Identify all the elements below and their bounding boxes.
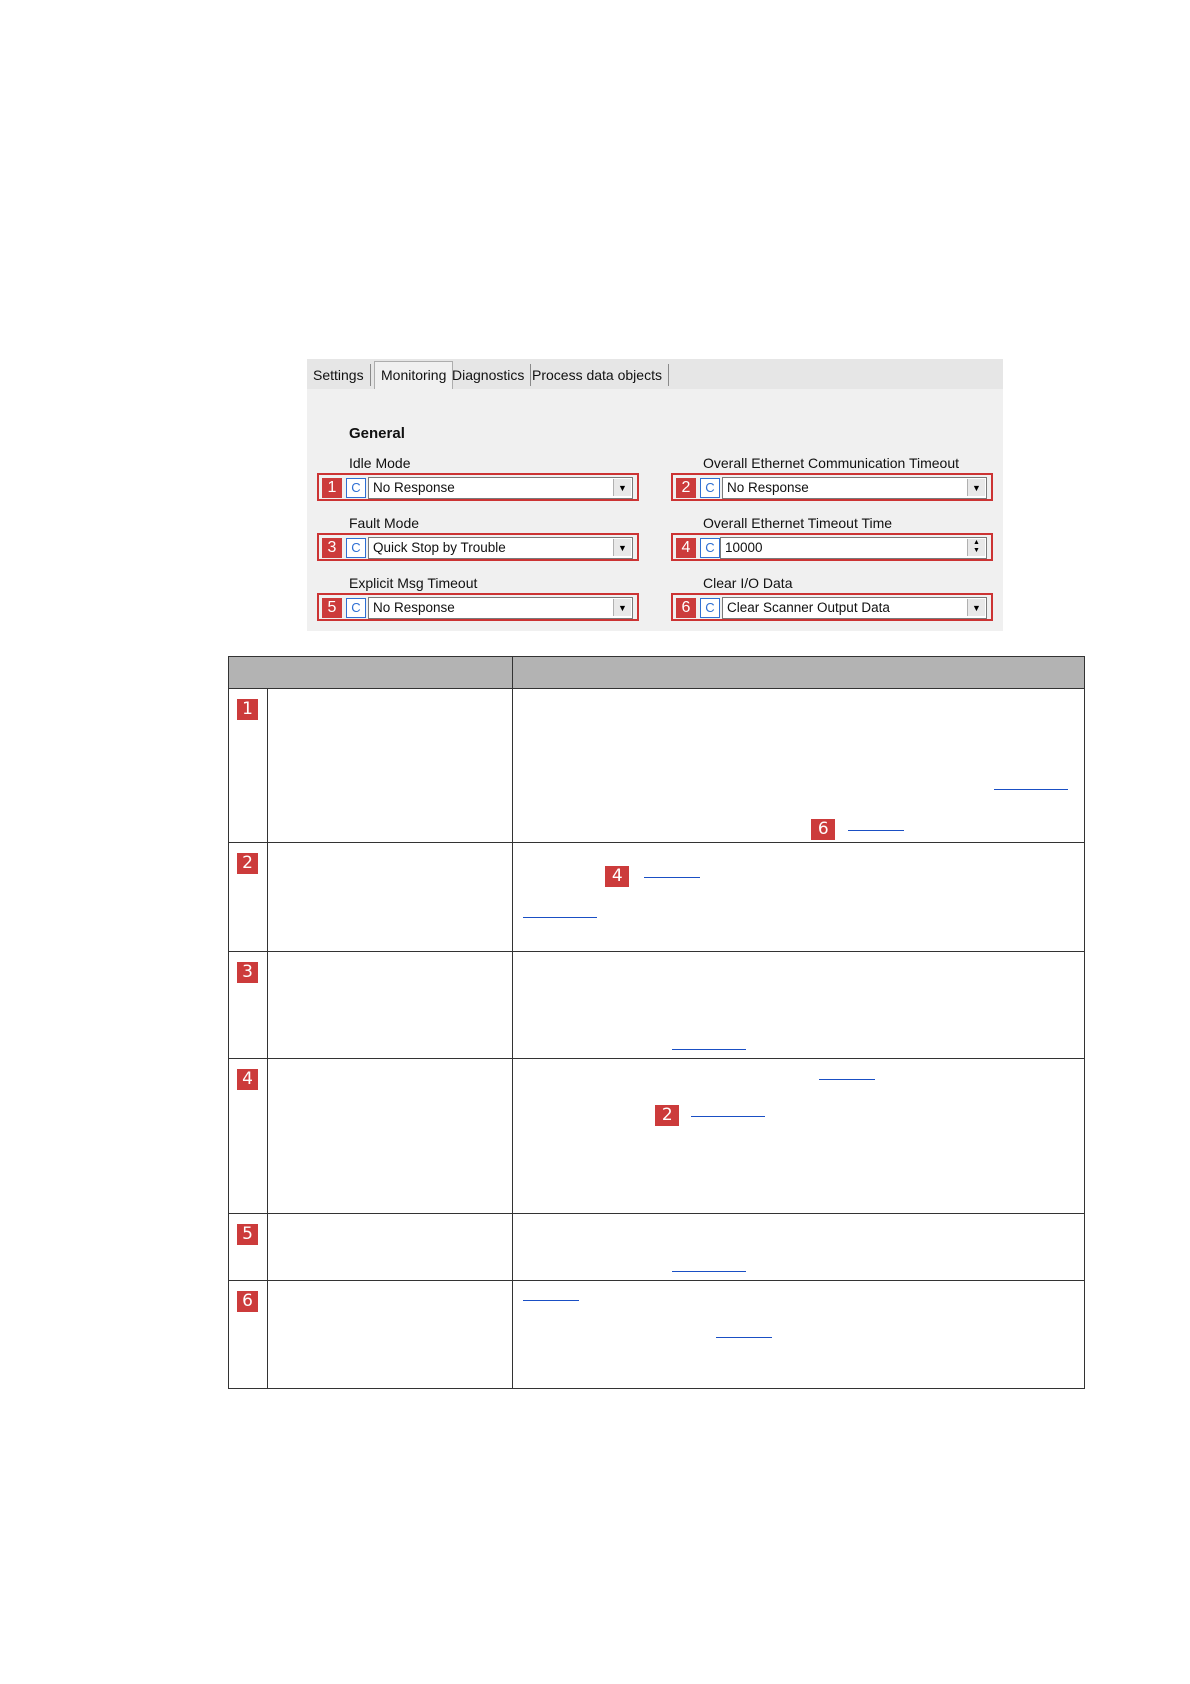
idle-mode-select[interactable] bbox=[368, 477, 633, 499]
tab-settings[interactable]: Settings bbox=[307, 364, 371, 386]
description-cell bbox=[513, 952, 1085, 1059]
idle-mode-label: Idle Mode bbox=[349, 455, 411, 471]
timeout-time-input[interactable] bbox=[720, 537, 987, 559]
overall-comm-timeout-select[interactable] bbox=[722, 477, 987, 499]
row-number-cell bbox=[229, 1214, 268, 1281]
row-number-cell bbox=[229, 843, 268, 952]
row-number-cell bbox=[229, 1059, 268, 1214]
table-header-row bbox=[229, 657, 1085, 689]
fault-mode-label: Fault Mode bbox=[349, 515, 420, 531]
parameter-cell bbox=[268, 1214, 513, 1281]
inline-marker-2: 2 bbox=[655, 1105, 679, 1126]
marker-2: 2 bbox=[676, 478, 696, 498]
row-marker-5: 5 bbox=[237, 1224, 258, 1245]
parameter-cell bbox=[268, 1281, 513, 1389]
cross-reference-link[interactable] bbox=[994, 789, 1068, 790]
row-number-cell bbox=[229, 689, 268, 843]
cross-reference-link[interactable] bbox=[672, 1271, 746, 1272]
row-number-cell bbox=[229, 952, 268, 1059]
parameter-cell bbox=[268, 952, 513, 1059]
table-header-cell bbox=[513, 657, 1085, 689]
c-button[interactable]: C bbox=[346, 598, 366, 618]
chevron-down-icon[interactable]: ▼ bbox=[967, 479, 985, 496]
cross-reference-link[interactable] bbox=[716, 1337, 772, 1338]
fault-mode-field bbox=[317, 533, 639, 561]
overall-comm-timeout-field bbox=[671, 473, 993, 501]
marker-4: 4 bbox=[676, 538, 696, 558]
marker-5: 5 bbox=[322, 598, 342, 618]
cross-reference-link[interactable] bbox=[644, 877, 700, 878]
fault-mode-select[interactable] bbox=[368, 537, 633, 559]
explicit-msg-timeout-label: Explicit Msg Timeout bbox=[349, 575, 478, 591]
description-cell bbox=[513, 689, 1085, 843]
idle-mode-field bbox=[317, 473, 639, 501]
spinner[interactable] bbox=[967, 539, 985, 556]
row-marker-6: 6 bbox=[237, 1291, 258, 1312]
parameter-cell bbox=[268, 689, 513, 843]
description-cell bbox=[513, 843, 1085, 952]
c-button[interactable]: C bbox=[346, 478, 366, 498]
c-button[interactable]: C bbox=[700, 598, 720, 618]
tab-monitoring[interactable]: Monitoring bbox=[374, 361, 453, 389]
table-row bbox=[229, 689, 1085, 843]
fault-mode-value: Quick Stop by Trouble bbox=[373, 540, 506, 555]
cross-reference-link[interactable] bbox=[523, 917, 597, 918]
row-number-cell bbox=[229, 1281, 268, 1389]
table-row bbox=[229, 1281, 1085, 1389]
cross-reference-link[interactable] bbox=[672, 1049, 746, 1050]
tab-process-data-objects[interactable]: Process data objects bbox=[526, 364, 669, 386]
overall-comm-timeout-value: No Response bbox=[727, 480, 809, 495]
description-table bbox=[228, 656, 1085, 1389]
chevron-down-icon[interactable]: ▼ bbox=[613, 599, 631, 616]
spin-up-icon[interactable]: ▲ bbox=[973, 539, 980, 546]
table-row bbox=[229, 952, 1085, 1059]
clear-io-data-field bbox=[671, 593, 993, 621]
inline-marker-4: 4 bbox=[605, 866, 629, 887]
tab-diagnostics[interactable]: Diagnostics bbox=[446, 364, 531, 386]
group-title-general: General bbox=[349, 425, 405, 442]
description-cell bbox=[513, 1059, 1085, 1214]
overall-comm-timeout-label: Overall Ethernet Communication Timeout bbox=[703, 455, 959, 471]
c-button[interactable]: C bbox=[700, 478, 720, 498]
c-button[interactable]: C bbox=[346, 538, 366, 558]
cross-reference-link[interactable] bbox=[691, 1116, 765, 1117]
description-cell bbox=[513, 1281, 1085, 1389]
clear-io-data-label: Clear I/O Data bbox=[703, 575, 793, 591]
clear-io-data-value: Clear Scanner Output Data bbox=[727, 600, 890, 615]
chevron-down-icon[interactable]: ▼ bbox=[613, 539, 631, 556]
cross-reference-link[interactable] bbox=[848, 830, 904, 831]
timeout-time-field bbox=[671, 533, 993, 561]
description-cell bbox=[513, 1214, 1085, 1281]
spin-down-icon[interactable]: ▼ bbox=[973, 547, 980, 554]
row-marker-3: 3 bbox=[237, 962, 258, 983]
parameter-cell bbox=[268, 1059, 513, 1214]
marker-1: 1 bbox=[322, 478, 342, 498]
marker-6: 6 bbox=[676, 598, 696, 618]
table-row bbox=[229, 1059, 1085, 1214]
chevron-down-icon[interactable]: ▼ bbox=[967, 599, 985, 616]
tab-strip bbox=[307, 359, 1003, 389]
marker-3: 3 bbox=[322, 538, 342, 558]
clear-io-data-select[interactable] bbox=[722, 597, 987, 619]
c-button[interactable]: C bbox=[700, 538, 720, 558]
cross-reference-link[interactable] bbox=[819, 1079, 875, 1080]
table-row bbox=[229, 1214, 1085, 1281]
cross-reference-link[interactable] bbox=[523, 1300, 579, 1301]
idle-mode-value: No Response bbox=[373, 480, 455, 495]
table-header-cell bbox=[229, 657, 513, 689]
explicit-msg-timeout-field bbox=[317, 593, 639, 621]
timeout-time-value: 10000 bbox=[725, 540, 763, 555]
explicit-msg-timeout-select[interactable] bbox=[368, 597, 633, 619]
row-marker-1: 1 bbox=[237, 699, 258, 720]
inline-marker-6: 6 bbox=[811, 819, 835, 840]
row-marker-2: 2 bbox=[237, 853, 258, 874]
row-marker-4: 4 bbox=[237, 1069, 258, 1090]
table-row bbox=[229, 843, 1085, 952]
chevron-down-icon[interactable]: ▼ bbox=[613, 479, 631, 496]
parameter-cell bbox=[268, 843, 513, 952]
monitoring-dialog bbox=[307, 359, 1003, 631]
timeout-time-label: Overall Ethernet Timeout Time bbox=[703, 515, 893, 531]
explicit-msg-timeout-value: No Response bbox=[373, 600, 455, 615]
